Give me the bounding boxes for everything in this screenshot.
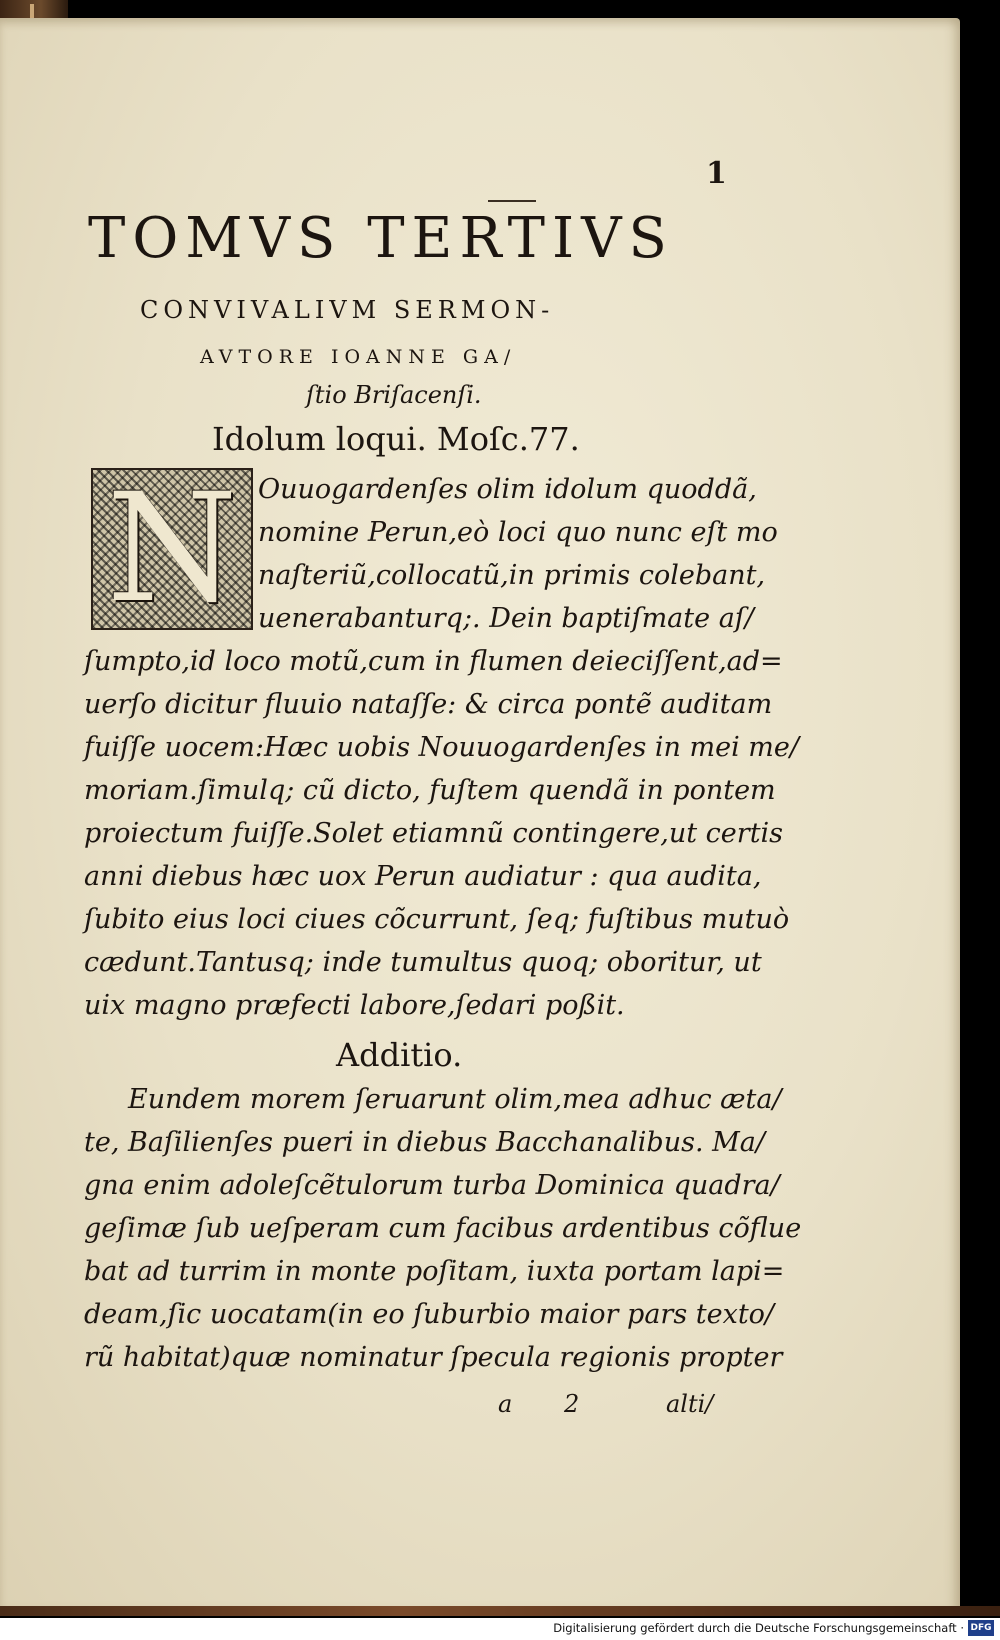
body-line: Ouuogardenſes olim idolum quoddã, bbox=[258, 474, 757, 505]
ornamental-rule bbox=[488, 200, 536, 202]
initial-letter: N bbox=[106, 462, 238, 636]
body-line: proiectum fuiſſe.Solet etiamnũ contingere,ut certis bbox=[84, 818, 784, 849]
page-title: TOMVS TERTIVS bbox=[88, 206, 674, 271]
addition-line: gna enim adoleſcẽtulorum turba Dominica quadra/ bbox=[84, 1170, 780, 1201]
addition-line: Eundem morem ſeruarunt olim,mea adhuc ætа/ bbox=[128, 1084, 782, 1115]
body-line: ſumpto,id loco motũ,cum in flumen deieciſſent,ad= bbox=[84, 646, 783, 677]
body-line: fuiſſe uocem:Hæc uobis Nouuogardenſes in mei me/ bbox=[84, 732, 799, 763]
body-line: ſubito eius loci ciues cõcurrunt, ſeq; fuſtibus mutuò bbox=[84, 904, 790, 935]
author-line: AVTORE IOANNE GA/ bbox=[200, 346, 517, 368]
subtitle: CONVIVALIVM SERMON- bbox=[140, 296, 555, 324]
book-bottom-edge bbox=[0, 1606, 1000, 1616]
body-line: nomine Perun,eò loci quo nunc eſt mo bbox=[258, 517, 778, 548]
book-page bbox=[0, 18, 960, 1612]
body-line: uerſo dicitur fluuio nataſſe: & circa pontẽ auditam bbox=[84, 689, 773, 720]
body-line: uenerabanturq;. Dein baptiſmate aſ/ bbox=[258, 603, 754, 634]
body-line: naſteriũ,collocatũ,in primis colebant, bbox=[258, 560, 766, 591]
author-line-continued: ſtio Briſacenſi. bbox=[306, 381, 482, 409]
footer-credit: Digitalisierung gefördert durch die Deutsche Forschungsgemeinschaft · bbox=[553, 1621, 964, 1635]
addition-line: rũ habitat)quæ nominatur ſpecula regionis propter bbox=[84, 1342, 783, 1373]
addition-line: te, Baſilienſes pueri in diebus Bacchanalibus. Ma/ bbox=[84, 1127, 765, 1158]
body-line: anni diebus hæc uox Perun audiatur : qua audita, bbox=[84, 861, 762, 892]
body-line: uix magno præfecti labore,ſedari poßit. bbox=[84, 990, 625, 1021]
footer-bar bbox=[0, 1618, 1000, 1640]
addition-line: bat ad turrim in monte poſitam, iuxta portam lapi= bbox=[84, 1256, 785, 1287]
decorated-initial bbox=[91, 462, 253, 636]
dfg-logo: DFG bbox=[968, 1620, 994, 1636]
section-heading: Idolum loqui. Moſc.77. bbox=[212, 420, 580, 458]
addition-heading: Additio. bbox=[336, 1036, 463, 1074]
page-number: 1 bbox=[706, 156, 727, 191]
body-line: cædunt.Tantusq; inde tumultus quoq; oboritur, ut bbox=[84, 947, 762, 978]
catchword: alti/ bbox=[666, 1390, 714, 1418]
addition-line: geſimæ ſub ueſperam cum facibus ardentibus cõflue bbox=[84, 1213, 802, 1244]
signature-mark: a 2 bbox=[498, 1390, 602, 1418]
body-line: moriam.ſimulq; cũ dicto, fuſtem quendã in pontem bbox=[84, 775, 776, 806]
addition-line: deam,ſic uocatam(in eo ſuburbio maior pars texto/ bbox=[84, 1299, 775, 1330]
